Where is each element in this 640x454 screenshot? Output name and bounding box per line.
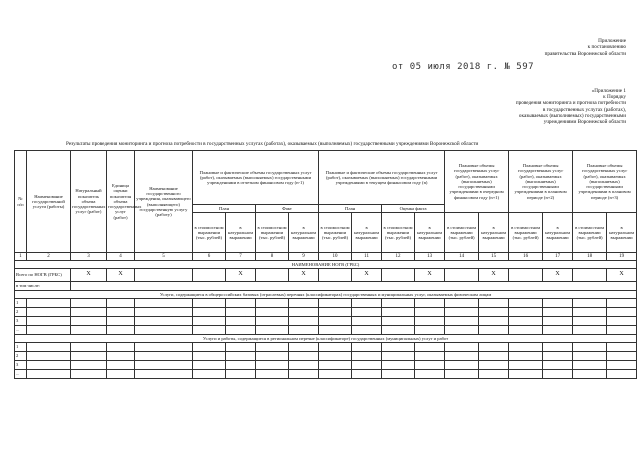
header-current-year: Плановые и фактические объемы государственных услуг (работ), оказываемых (выполняемых) государственными учреждениями в текущем финансовом году (n) [319,151,445,205]
cell[interactable] [352,343,382,352]
appendix-line: к постановлению [587,44,626,51]
section-ngv: НАИМЕНОВАНИЕ НОГВ (ГРБС) [15,261,637,269]
cell[interactable] [226,317,256,326]
cell[interactable] [256,352,289,361]
header-natural-indicator: Натуральный показатель объема государственных услуг (работ) [71,151,107,253]
cell[interactable] [352,317,382,326]
appendix1-line: в государственных услугах (работах), [542,106,626,113]
incl-label: в том числе: [15,282,71,291]
row-number: 2 [15,308,27,317]
cell[interactable] [573,308,607,317]
cell[interactable] [193,370,226,379]
cell[interactable] [479,308,509,317]
cell[interactable] [415,299,445,308]
table-row [15,361,637,370]
cell[interactable] [543,361,573,370]
cell[interactable] [289,370,319,379]
cell[interactable] [193,326,226,335]
column-number: 17 [543,253,573,261]
cell[interactable] [543,370,573,379]
cell[interactable] [607,308,637,317]
column-number: 2 [27,253,71,261]
cell[interactable] [107,343,135,352]
cell[interactable] [256,326,289,335]
cell[interactable] [71,317,107,326]
row-number: 3 [15,317,27,326]
column-number: 9 [289,253,319,261]
cell[interactable] [415,308,445,317]
cell[interactable] [352,361,382,370]
cell[interactable] [107,370,135,379]
cell[interactable] [193,308,226,317]
cell[interactable] [226,326,256,335]
cell [256,269,289,282]
cell[interactable] [352,352,382,361]
cell[interactable] [107,352,135,361]
cell[interactable] [607,343,637,352]
header-previous-year: Плановые и фактические объемы государственных услуг (работ), оказываемых (выполняемых) государственными учреждениями в отчетном финансовом году (n-1) [193,151,319,205]
section-regional-services: Услуги и работы, содержащиеся в региональном перечне (классификаторе) государственных (муниципальных) услуг и работ [15,335,637,343]
cell[interactable] [226,361,256,370]
cell[interactable] [573,343,607,352]
cell[interactable] [543,299,573,308]
appendix-block [426,38,626,57]
cell[interactable] [226,370,256,379]
cell[interactable] [509,308,543,317]
cell[interactable] [107,317,135,326]
cell [135,269,193,282]
x-mark: X [415,269,445,282]
cell[interactable] [256,317,289,326]
x-mark: X [607,269,637,282]
cell[interactable] [479,343,509,352]
cell [573,269,607,282]
cell[interactable] [289,343,319,352]
cell[interactable] [573,317,607,326]
column-number: 12 [382,253,415,261]
column-number: 14 [445,253,479,261]
cell[interactable] [352,308,382,317]
appendix1-line: к Порядку [603,94,626,101]
cell[interactable] [573,299,607,308]
cell[interactable] [27,308,71,317]
header-natural: в натуральном выражении [226,213,256,253]
cell[interactable] [509,370,543,379]
row-number: ... [15,370,27,379]
cell[interactable] [135,299,193,308]
cell[interactable] [479,326,509,335]
column-number: 11 [352,253,382,261]
cell[interactable] [289,361,319,370]
cell [382,269,415,282]
header-cost: в стоимостном выражении (тыс. рублей) [319,213,352,253]
cell[interactable] [289,317,319,326]
table-row [15,370,637,379]
column-number: 19 [607,253,637,261]
cell[interactable] [445,343,479,352]
cell[interactable] [319,317,352,326]
cell[interactable] [352,299,382,308]
column-number: 16 [509,253,543,261]
cell[interactable] [479,352,509,361]
cell[interactable] [135,326,193,335]
table-row [15,352,637,361]
header-plan: План [193,205,256,213]
monitoring-table [14,150,637,379]
cell[interactable] [256,370,289,379]
cell[interactable] [289,299,319,308]
cell[interactable] [289,308,319,317]
cell[interactable] [319,326,352,335]
x-mark: X [107,269,135,282]
cell[interactable] [382,361,415,370]
cell[interactable] [71,326,107,335]
column-number: 7 [226,253,256,261]
row-number: 1 [15,299,27,308]
column-number-row [15,253,637,261]
cell[interactable] [193,361,226,370]
cell[interactable] [135,352,193,361]
cell[interactable] [509,343,543,352]
cell[interactable] [27,343,71,352]
cell[interactable] [256,361,289,370]
appendix-line: Приложение [598,38,626,44]
header-cost: в стоимостном выражении (тыс. рублей) [193,213,226,253]
table-row [15,343,637,352]
appendix1-line: оказываемых (выполняемых) государственными [518,112,626,119]
cell[interactable] [226,308,256,317]
cell [71,282,637,291]
cell[interactable] [71,343,107,352]
table-row [15,308,637,317]
cell[interactable] [382,317,415,326]
cell[interactable] [445,317,479,326]
cell [319,269,352,282]
cell[interactable] [71,308,107,317]
header-plan: План [319,205,382,213]
x-mark: X [479,269,509,282]
cell[interactable] [382,370,415,379]
cell[interactable] [415,326,445,335]
x-mark: X [543,269,573,282]
cell[interactable] [107,326,135,335]
decree-stamp: от 05 июля 2018 г. № 597 [392,62,535,72]
cell[interactable] [27,361,71,370]
cell[interactable] [226,299,256,308]
cell[interactable] [607,361,637,370]
column-number: 6 [193,253,226,261]
cell[interactable] [256,308,289,317]
cell[interactable] [319,308,352,317]
cell[interactable] [193,299,226,308]
cell[interactable] [193,343,226,352]
cell[interactable] [27,299,71,308]
column-number: 15 [479,253,509,261]
cell[interactable] [607,299,637,308]
cell[interactable] [135,361,193,370]
cell[interactable] [543,326,573,335]
cell[interactable] [445,308,479,317]
column-number: 13 [415,253,445,261]
cell[interactable] [415,343,445,352]
cell[interactable] [319,370,352,379]
table-row [15,317,637,326]
cell[interactable] [135,343,193,352]
column-number: 18 [573,253,607,261]
cell[interactable] [607,352,637,361]
cell[interactable] [135,370,193,379]
cell [509,269,543,282]
header-service-name: Наименование государственной услуги (работы) [27,151,71,253]
x-mark: X [226,269,256,282]
header-institution: Наименование государственного учреждения, оказывающего (выполняющего) государственную услугу (работу) [135,151,193,253]
header-natural: в натуральном выражении [479,213,509,253]
cell[interactable] [319,299,352,308]
header-cost: в стоимостном выражении (тыс. рублей) [509,213,543,253]
table-row [15,326,637,335]
cell[interactable] [27,326,71,335]
cell[interactable] [415,317,445,326]
appendix-line: правительства Воронежской области [544,50,626,57]
cell[interactable] [607,326,637,335]
column-number: 3 [71,253,107,261]
column-number: 5 [135,253,193,261]
cell[interactable] [543,352,573,361]
row-number: ... [15,326,27,335]
cell[interactable] [509,299,543,308]
total-label: Всего по НОГВ (ГРБС) [15,269,71,282]
header-plan-period-2: Плановые объемы государственных услуг (работ), оказываемых (выполняемых) государственными учреждениями в плановом периоде (n+2) [509,151,573,213]
appendix1-block [396,88,626,125]
header-next-year: Плановые объемы государственных услуг (работ), оказываемых (выполняемых) государственными учреждениями в очередном финансовом году (n+1) [445,151,509,213]
cell[interactable] [256,299,289,308]
header-cost: в стоимостном выражении (тыс. рублей) [382,213,415,253]
cell[interactable] [27,352,71,361]
cell[interactable] [445,326,479,335]
header-natural: в натуральном выражении [352,213,382,253]
column-number: 1 [15,253,27,261]
cell[interactable] [107,308,135,317]
column-number: 10 [319,253,352,261]
cell[interactable] [479,370,509,379]
header-natural: в натуральном выражении [607,213,637,253]
cell[interactable] [415,361,445,370]
column-number: 8 [256,253,289,261]
cell[interactable] [382,299,415,308]
cell[interactable] [445,361,479,370]
x-mark: X [352,269,382,282]
header-estimate: Оценка факта [382,205,445,213]
cell[interactable] [479,361,509,370]
appendix1-line: «Приложение 1 [591,88,626,94]
cell[interactable] [319,352,352,361]
table-row [15,299,637,308]
row-number: 1 [15,343,27,352]
header-unit: Единица оценки показателя объема государственных услуг (работ) [107,151,135,253]
header-natural: в натуральном выражении [543,213,573,253]
header-natural: в натуральном выражении [415,213,445,253]
cell[interactable] [107,299,135,308]
cell[interactable] [573,361,607,370]
cell[interactable] [445,370,479,379]
cell[interactable] [319,343,352,352]
cell[interactable] [226,343,256,352]
section-federal-services: Услуги, содержащиеся в общероссийских базовых (отраслевых) перечнях (классификаторах) государственных и муниципальных услуг, оказываемых физическим лицам [15,291,637,299]
cell[interactable] [415,370,445,379]
header-natural: в натуральном выражении [289,213,319,253]
cell[interactable] [445,299,479,308]
header-plan-period-3: Плановые объемы государственных услуг (работ), оказываемых (выполняемых) государственными учреждениями в плановом периоде (n+3) [573,151,637,213]
cell[interactable] [509,317,543,326]
cell[interactable] [607,317,637,326]
cell[interactable] [543,317,573,326]
cell[interactable] [382,308,415,317]
header-cost: в стоимостном выражении (тыс. рублей) [573,213,607,253]
appendix1-line: проведения мониторинга и прогноза потребности [515,100,626,107]
cell[interactable] [289,352,319,361]
x-mark: X [289,269,319,282]
cell[interactable] [135,317,193,326]
cell[interactable] [382,326,415,335]
cell[interactable] [71,370,107,379]
row-number: 3 [15,361,27,370]
cell[interactable] [509,352,543,361]
cell[interactable] [573,370,607,379]
cell[interactable] [71,352,107,361]
cell[interactable] [382,352,415,361]
header-cost: в стоимостном выражении (тыс. рублей) [445,213,479,253]
header-fact: Факт [256,205,319,213]
cell[interactable] [135,308,193,317]
cell[interactable] [71,361,107,370]
cell[interactable] [27,370,71,379]
column-number: 4 [107,253,135,261]
cell[interactable] [479,317,509,326]
appendix1-line: учреждениями Воронежской области [543,119,626,126]
row-number: 2 [15,352,27,361]
cell[interactable] [226,352,256,361]
header-no: № п/п [15,151,27,253]
cell[interactable] [415,352,445,361]
cell[interactable] [256,343,289,352]
cell[interactable] [289,326,319,335]
cell[interactable] [509,326,543,335]
cell[interactable] [445,352,479,361]
cell[interactable] [71,299,107,308]
cell[interactable] [352,326,382,335]
cell[interactable] [107,361,135,370]
cell[interactable] [193,317,226,326]
cell[interactable] [382,343,415,352]
cell [193,269,226,282]
cell[interactable] [479,299,509,308]
header-cost: в стоимостном выражении (тыс. рублей) [256,213,289,253]
cell[interactable] [193,352,226,361]
cell[interactable] [607,370,637,379]
cell[interactable] [543,308,573,317]
cell[interactable] [27,317,71,326]
cell[interactable] [509,361,543,370]
cell[interactable] [573,326,607,335]
x-mark: X [71,269,107,282]
cell [445,269,479,282]
cell[interactable] [573,352,607,361]
cell[interactable] [543,343,573,352]
cell[interactable] [319,361,352,370]
document-title: Результаты проведения мониторинга и прогноза потребности в государственных услугах (работах), оказываемых (выполняемых) государственными учреждениями Воронежской области [66,141,479,147]
cell[interactable] [352,370,382,379]
